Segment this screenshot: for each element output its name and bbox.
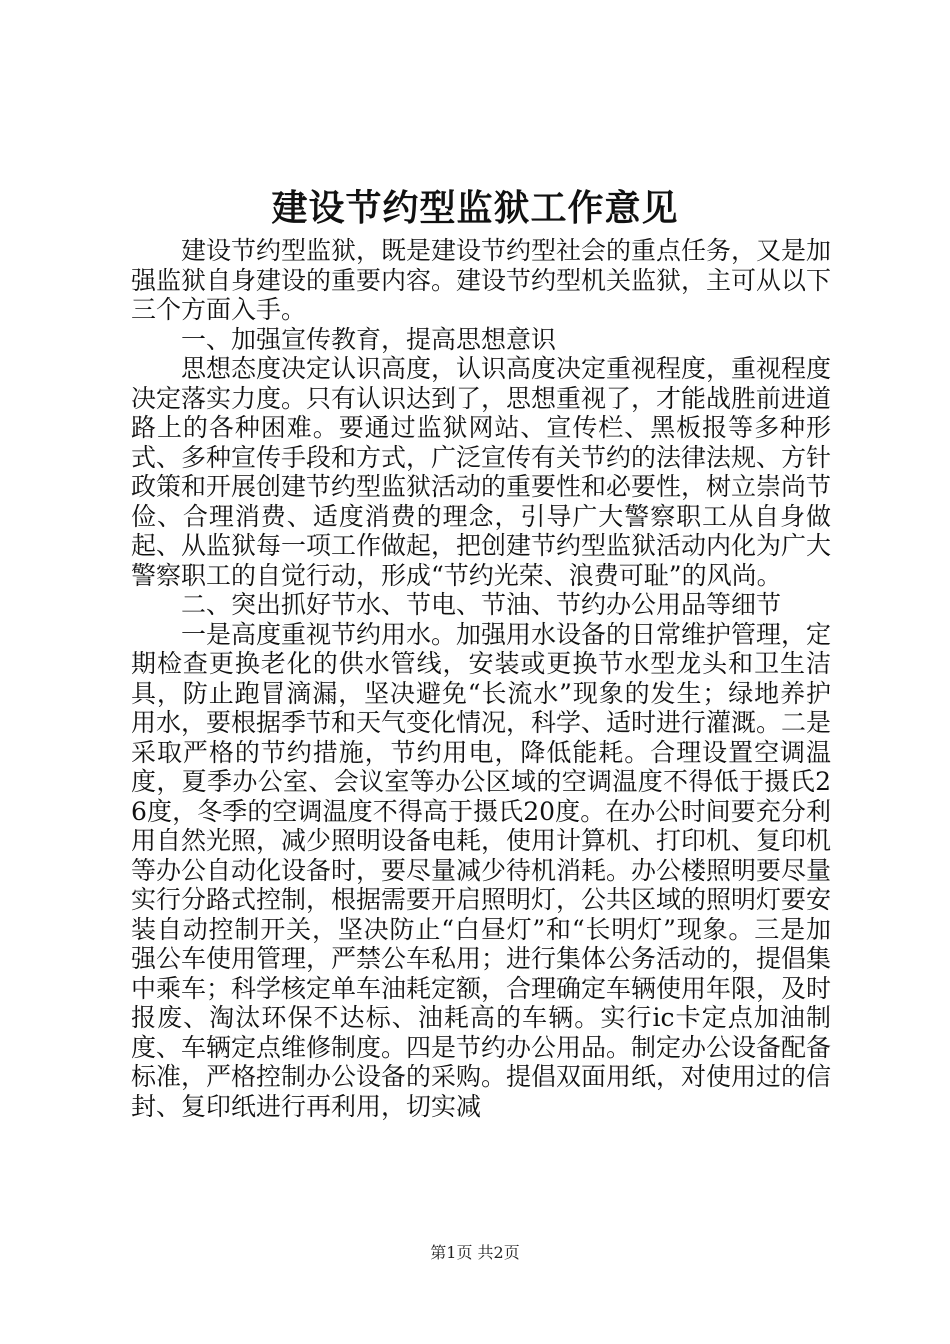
section-heading-2: 二、突出抓好节水、节电、节油、节约办公用品等细节 [181, 590, 782, 619]
document-title: 建设节约型监狱工作意见 [271, 187, 679, 229]
paragraph-intro: 建设节约型监狱，既是建设节约型社会的重点任务，又是加强监狱自身建设的重要内容。建设节约型机关监狱，主可从以下三个方面入手。 [131, 236, 832, 324]
section-heading-1: 一、加强宣传教育，提高思想意识 [181, 324, 557, 354]
paragraph-section-1: 思想态度决定认识高度，认识高度决定重视程度，重视程度决定落实力度。只有认识达到了，思想重视了，才能战胜前进道路上的各种困难。要通过监狱网站、宣传栏、黑板报等多种形式、多种宣传手段和方式，广泛宣传有关节约的法律法规、方针政策和开展创建节约型监狱活动的重要性和必要性，树立崇尚节俭、合理消费、适度消费的理念，引导广大警察职工从自身做起、从监狱每一项工作做起，把创建节约型监狱活动内化为广大警察职工的自觉行动，形成“节约光荣、浪费可耻”的风尚。 [131, 354, 832, 590]
page-footer: 第1页 共2页 [430, 1243, 520, 1262]
paragraph-section-2: 一是高度重视节约用水。加强用水设备的日常维护管理，定期检查更换老化的供水管线，安装或更换节水型龙头和卫生洁具，防止跑冒滴漏，坚决避免“长流水”现象的发生；绿地养护用水，要根据季节和天气变化情况，科学、适时进行灌溉。二是采取严格的节约措施，节约用电，降低能耗。合理设置空调温度，夏季办公室、会议室等办公区域的空调温度不得低于摄氏26度，冬季的空调温度不得高于摄氏20度。在办公时间要充分利用自然光照，减少照明设备电耗，使用计算机、打印机、复印机等办公自动化设备时，要尽量减少待机消耗。办公楼照明要尽量实行分路式控制，根据需要开启照明灯，公共区域的照明灯要安装自动控制开关，坚决防止“白昼灯”和“长明灯”现象。三是加强公车使用管理，严禁公车私用；进行集体公务活动的，提倡集中乘车；科学核定单车油耗定额，合理确定车辆使用年限，及时报废、淘汰环保不达标、油耗高的车辆。实行ic卡定点加油制度、车辆定点维修制度。四是节约办公用品。制定办公设备配备标准，严格控制办公设备的采购。提倡双面用纸，对使用过的信封、复印纸进行再利用，切实减 [131, 619, 832, 1121]
document-body [131, 236, 831, 1121]
